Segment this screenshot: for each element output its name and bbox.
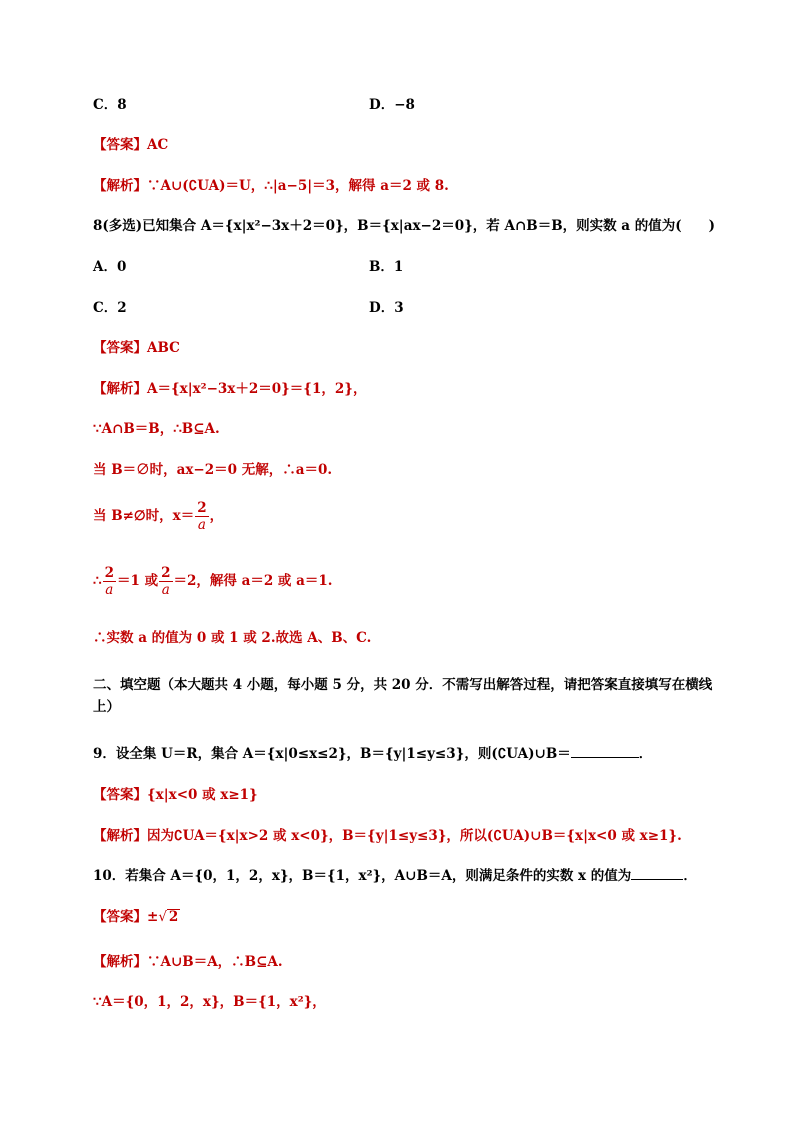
analysis-text: ＝1 或 <box>117 573 159 589</box>
option-b: B．1 <box>369 259 404 275</box>
analysis-line-fraction <box>93 500 223 533</box>
analysis: 【解析】因为∁UA＝{x|x>2 或 x<0}，B＝{y|1≤y≤3}，所以(∁UA)∪B＝{x|x<0 或 x≥1}. <box>93 828 682 844</box>
analysis-line: ∵A∩B＝B，∴B⊆A. <box>93 421 220 437</box>
answer-blank[interactable] <box>631 867 683 880</box>
question-stem: 8(多选)已知集合 A＝{x|x²−3x＋2＝0}，B＝{x|ax−2＝0}，若 A∩B＝B，则实数 a 的值为( ) <box>93 218 716 234</box>
answer-blank[interactable] <box>571 745 639 758</box>
fraction-denominator: a <box>161 582 170 598</box>
question-stem <box>93 745 652 763</box>
sqrt-radicand: 2 <box>168 909 179 925</box>
answer <box>93 908 180 926</box>
answer: 【答案】ABC <box>93 340 180 356</box>
option-d: D．−8 <box>369 97 415 113</box>
fraction-denominator: a <box>105 582 114 598</box>
fraction <box>195 500 208 533</box>
option-c: C．2 <box>93 300 127 316</box>
fraction-numerator: 2 <box>161 565 171 581</box>
analysis-text: ， <box>209 508 224 524</box>
analysis-line: 当 B＝∅时，ax−2＝0 无解，∴a＝0. <box>93 462 333 478</box>
answer: 【答案】AC <box>93 137 169 153</box>
analysis-text: 当 B≠∅时，x＝ <box>93 508 195 524</box>
fraction-numerator: 2 <box>197 500 207 516</box>
analysis-text: ∴ <box>93 573 102 589</box>
fraction-numerator: 2 <box>104 565 114 581</box>
analysis-line: 【解析】∵A∪B＝A，∴B⊆A. <box>93 954 283 970</box>
analysis-line: ∵A＝{0，1，2，x}，B＝{1，x²}， <box>93 994 326 1010</box>
sqrt-icon: √ <box>158 909 167 925</box>
option-c: C．8 <box>93 97 127 113</box>
question-text: ． <box>683 868 697 884</box>
option-d: D．3 <box>369 300 404 316</box>
section-heading: 二、填空题（本大题共 4 小题，每小题 5 分，共 20 分．不需写出解答过程，请把答案直接填写在横线上） <box>93 677 713 715</box>
analysis-text: ＝2，解得 a＝2 或 a＝1. <box>173 573 333 589</box>
question-text: 9．设全集 U＝R，集合 A＝{x|0≤x≤2}，B＝{y|1≤y≤3}，则(∁UA)∪B＝ <box>93 746 571 762</box>
question-text: ． <box>638 746 653 762</box>
analysis-line-fraction <box>93 565 332 598</box>
question-stem <box>93 867 697 885</box>
option-a: A．0 <box>93 259 127 275</box>
question-text: 10．若集合 A＝{0，1，2，x}，B＝{1，x²}，A∪B＝A，则满足条件的实数 x 的值为 <box>93 868 632 884</box>
fraction <box>103 565 116 598</box>
fraction <box>159 565 172 598</box>
analysis-line: ∴实数 a 的值为 0 或 1 或 2.故选 A、B、C. <box>93 630 372 646</box>
analysis: 【解析】∵A∪(∁UA)＝U，∴|a−5|＝3，解得 a＝2 或 8. <box>93 178 449 194</box>
answer-text: 【答案】± <box>93 909 159 925</box>
analysis-line: 【解析】A＝{x|x²−3x＋2＝0}＝{1，2}， <box>93 381 367 397</box>
fraction-denominator: a <box>197 517 206 533</box>
answer: 【答案】{x|x<0 或 x≥1} <box>93 787 258 803</box>
